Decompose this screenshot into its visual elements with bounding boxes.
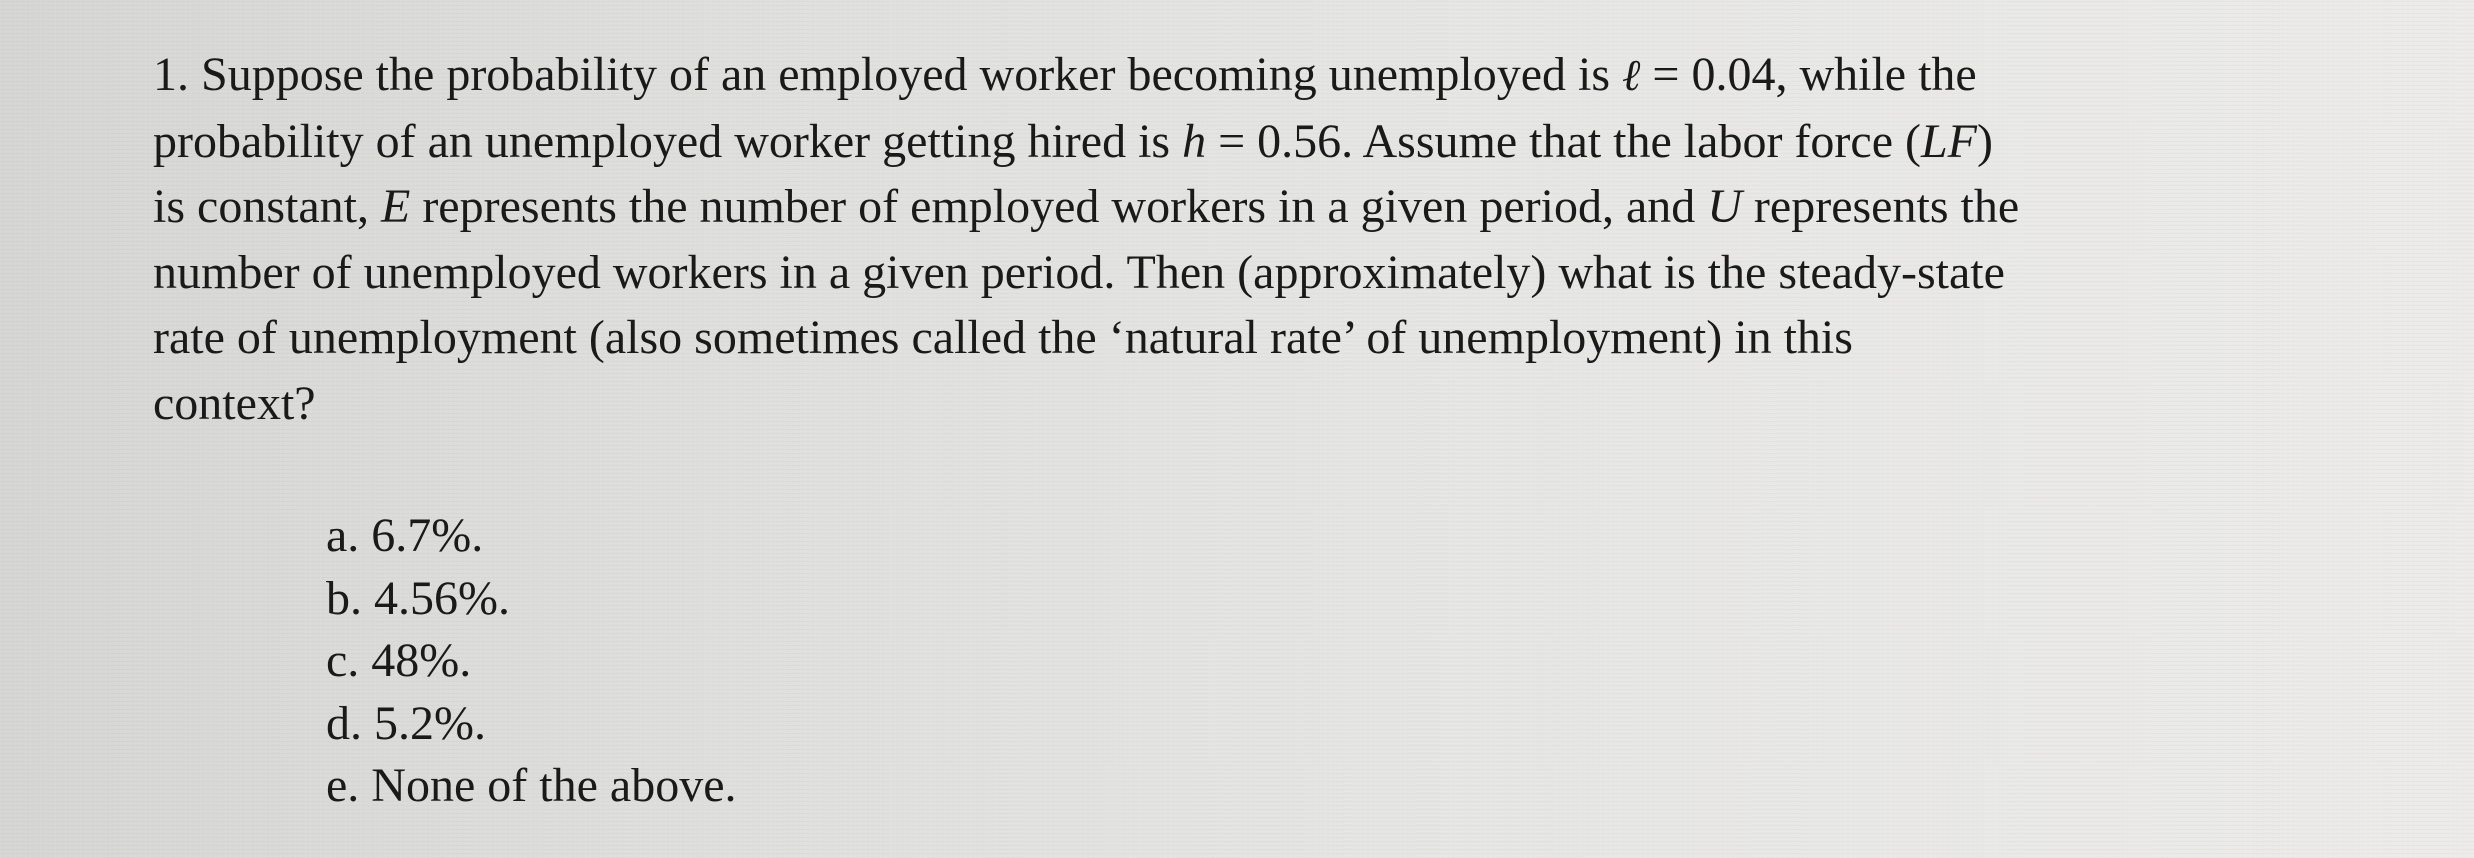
question-line-3-middle: represents the number of employed workers in a given period, and (410, 180, 1708, 233)
option-a: a. 6.7%. (326, 509, 484, 562)
question-line-2-end: ) (1977, 114, 1993, 168)
question-line-5: rate of unemployment (also sometimes called the ‘natural rate’ of unemployment) in this (153, 311, 1853, 364)
question-line-1 (153, 42, 2453, 109)
ell-symbol: ℓ (1622, 50, 1641, 101)
question-line-2-middle: = 0.56. Assume that the labor force ( (1206, 114, 1921, 168)
option-b: b. 4.56%. (326, 571, 510, 625)
answer-options (326, 505, 737, 818)
question-text (153, 42, 2453, 436)
question-line-6: context? (153, 376, 316, 430)
question-line-3-end: represents the (1741, 180, 2020, 233)
u-symbol: U (1707, 180, 1742, 233)
question-line-1-end: = 0.04, while the (1640, 48, 1977, 101)
question-line-1-start: 1. Suppose the probability of an employed worker becoming unemployed is (153, 48, 1623, 101)
option-d: d. 5.2%. (326, 696, 486, 750)
option-e: e. None of the above. (326, 759, 737, 812)
h-symbol: h (1182, 114, 1207, 168)
question-line-3 (153, 174, 2453, 240)
question-line-4: number of unemployed workers in a given period. Then (approximately) what is the steady-state (153, 245, 2005, 299)
lf-symbol: LF (1920, 114, 1977, 168)
question-line-3-start: is constant, (153, 180, 381, 233)
question-line-2-start: probability of an unemployed worker getting hired is (153, 114, 1183, 168)
question-line-2 (153, 109, 2453, 175)
e-symbol: E (380, 180, 411, 233)
option-c: c. 48%. (326, 634, 472, 687)
